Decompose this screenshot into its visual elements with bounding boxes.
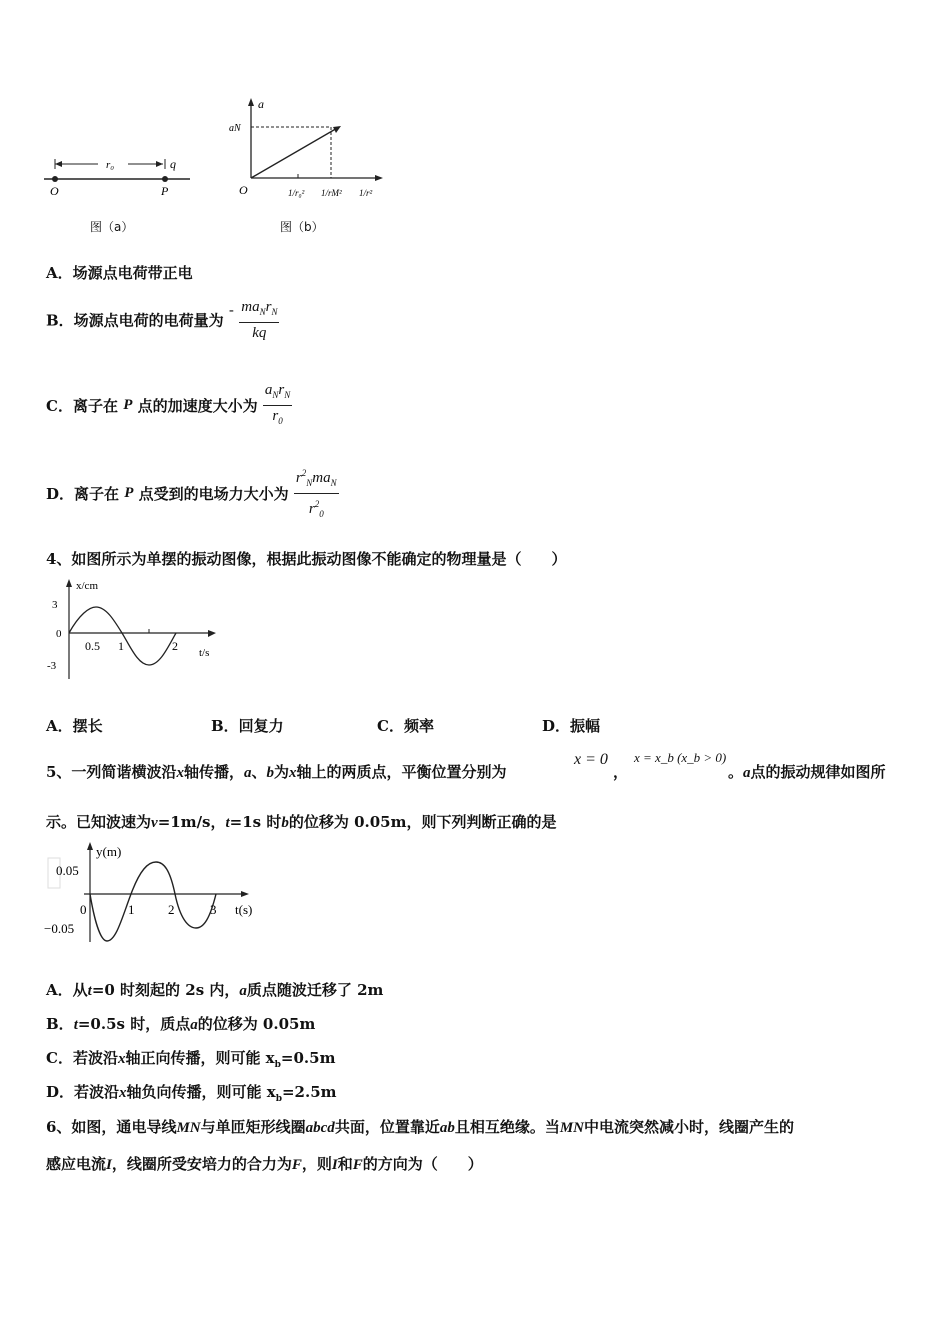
q4-ylabel: x/cm <box>76 580 98 592</box>
q6-stem-line1: 6、如图，通电导线MN与单匝矩形线圈abcd共面，位置靠近ab且相互绝缘。当MN中电流突然减小时，线圈产生的 <box>46 1118 795 1136</box>
q5-x-tick-0: 0 <box>80 902 87 917</box>
q4-graph <box>44 575 229 685</box>
fig-a-caption: 图（a） <box>90 220 134 234</box>
q3-option-b-fraction: $\frac{ma_Nr_N}{kq}$ <box>241 299 278 341</box>
q5-xlabel: t(s) <box>235 902 253 917</box>
q5-stem-line2: 示。已知波速为v=1m/s，t=1s 时b的位移为 0.05m，则下列判断正确的是 <box>46 813 557 831</box>
q3-option-c[interactable]: C．离子在 P 点的加速度大小为 $\frac{a_Nr_N}{r_0}$ <box>46 380 292 431</box>
fig-b-caption: 图（b） <box>280 220 324 234</box>
q4-sine-curve <box>69 607 176 665</box>
q5-sine-curve <box>90 862 216 941</box>
fig-b-tick-3: 1/r² <box>359 188 373 198</box>
q4-option-d[interactable]: D．振幅 <box>542 717 601 735</box>
q5-ylabel: y(m) <box>96 844 122 859</box>
q5-x-tick-2: 2 <box>168 902 175 917</box>
fig-b-tick-1: 1/r₀² <box>288 188 305 198</box>
fig-a-label-o: O <box>50 184 59 198</box>
q5-eq-xb: x = x_b (x_b > 0) <box>634 750 727 765</box>
q5-y-neg: −0.05 <box>44 921 75 936</box>
q4-x-tick-2: 2 <box>172 639 178 653</box>
q4-x-tick-1: 1 <box>118 639 124 653</box>
q3-option-a[interactable]: A．场源点电荷带正电 <box>46 264 193 282</box>
q3-option-c-fraction: $\frac{a_Nr_N}{r_0}$ <box>264 382 291 426</box>
q5-comma: ， <box>613 763 629 781</box>
fig-b-axis-label-a: a <box>258 97 264 111</box>
q5-graph <box>40 838 270 948</box>
q5-option-c[interactable]: C．若波沿x轴正向传播，则可能 $x_b=0.5m$ <box>46 1049 336 1070</box>
fig-b-label-o: O <box>239 183 248 197</box>
q5-option-b[interactable]: B．t=0.5s 时，质点a的位移为 0.05m <box>46 1015 316 1033</box>
q3-option-d[interactable]: D．离子在 P 点受到的电场力大小为 $\frac{r^2_Nma_N}{r^2_0}$ <box>46 463 339 524</box>
q4-option-b[interactable]: B．回复力 <box>211 717 284 735</box>
q5-stem-line1-tail: 。a点的振动规律如图所 <box>728 763 886 781</box>
q5-stem-line1: 5、一列简谐横波沿x轴传播，a、b为x轴上的两质点，平衡位置分别为 <box>46 763 507 781</box>
fig-b-tick-2: 1/rM² <box>321 188 342 198</box>
q6-stem-line2: 感应电流I，线圈所受安培力的合力为F，则I和F的方向为（ ） <box>46 1155 483 1173</box>
q4-xlabel: t/s <box>199 647 210 659</box>
q3-option-b[interactable]: B．场源点电荷的电荷量为 - $\frac{ma_Nr_N}{kq}$ <box>46 299 278 341</box>
q5-y-pos: 0.05 <box>56 863 79 878</box>
q5-eq-x0: x = 0 <box>574 751 608 768</box>
fig-a-point-p <box>162 176 168 182</box>
q4-option-c[interactable]: C．频率 <box>377 717 434 735</box>
fig-b-label-an: aN <box>229 123 241 134</box>
figure-b <box>225 96 385 220</box>
q5-option-d[interactable]: D．若波沿x轴负向传播，则可能 $x_b=2.5m$ <box>46 1083 337 1104</box>
q5-option-a[interactable]: A．从t=0 时刻起的 2s 内，a质点随波迁移了 2m <box>46 981 384 999</box>
fig-a-point-o <box>52 176 58 182</box>
q5-x-tick-3: 3 <box>210 902 217 917</box>
q4-y-zero: 0 <box>56 628 62 640</box>
fig-a-label-q: q <box>170 157 176 171</box>
q4-y-neg: -3 <box>47 660 57 672</box>
q4-x-tick-0-5: 0.5 <box>85 639 100 653</box>
q4-y-pos: 3 <box>52 599 58 611</box>
fig-a-label-r0: r₀ <box>106 159 115 171</box>
fig-b-data-line <box>251 127 339 178</box>
q4-option-a[interactable]: A．摆长 <box>46 717 103 735</box>
q4-stem: 4、如图所示为单摆的振动图像，根据此振动图像不能确定的物理量是（ ） <box>46 550 567 568</box>
q5-x-tick-1: 1 <box>128 902 135 917</box>
fig-a-label-p: P <box>161 184 169 198</box>
q3-option-d-fraction: $\frac{r^2_Nma_N}{r^2_0}$ <box>294 463 339 524</box>
